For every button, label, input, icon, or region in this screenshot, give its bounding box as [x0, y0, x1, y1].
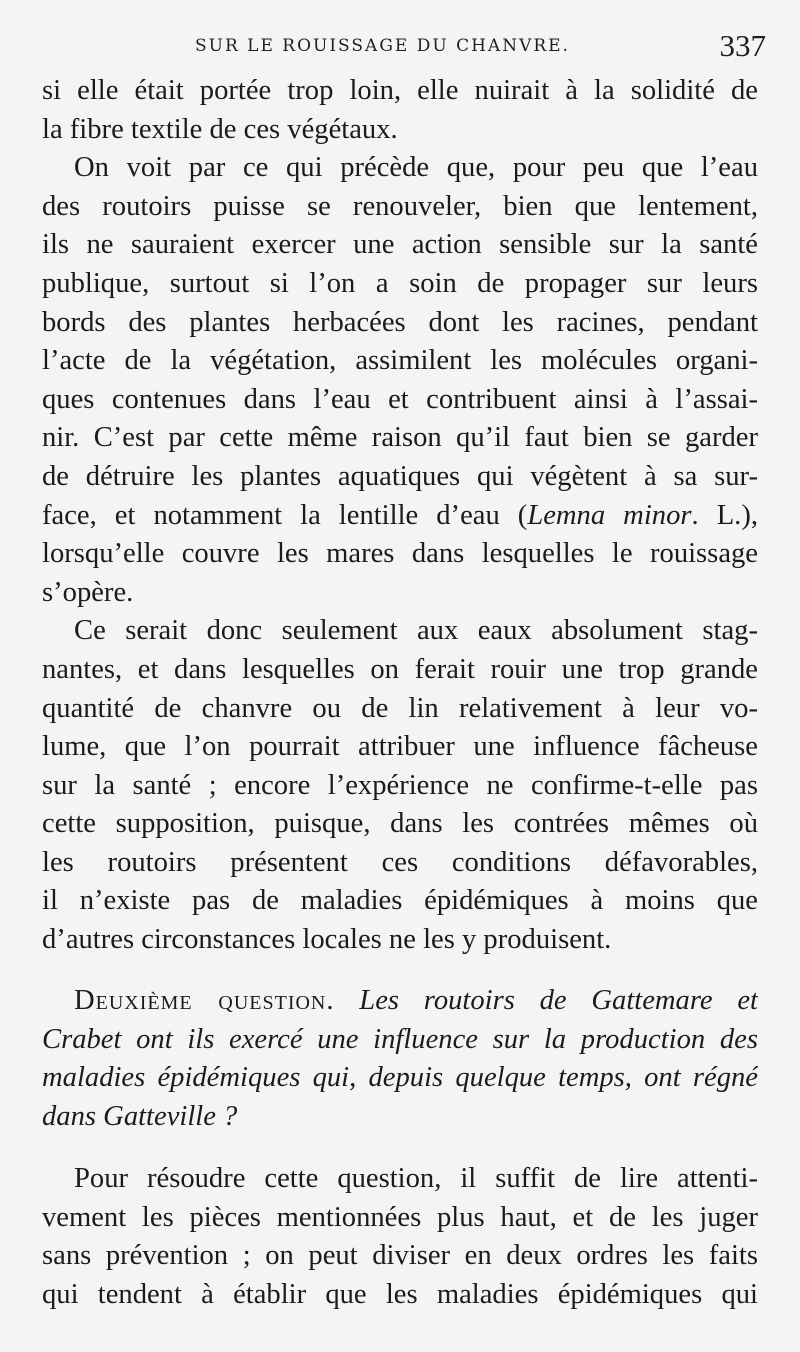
page-number: 337 — [719, 28, 766, 63]
text-line: publique, surtout si l’on a soin de propager sur leurs — [42, 267, 758, 299]
text-line: lume, que l’on pourrait attribuer une influence fâcheuse — [42, 731, 758, 763]
text-line: qui tendent à établir que les maladies épidémiques qui — [42, 1278, 758, 1310]
main-text — [42, 72, 758, 960]
question-text: Les routoirs de Gattemare et — [359, 985, 758, 1016]
lemna-italic: Lemna minor — [527, 499, 692, 531]
text-line: il n’existe pas de maladies épidémiques à moins que — [42, 885, 758, 917]
text-line: Pour résoudre cette question, il suffit de lire attenti- — [74, 1163, 758, 1194]
question-line: dans Gatteville ? — [42, 1100, 238, 1132]
text-line: la fibre textile de ces végétaux. — [42, 113, 398, 145]
running-head: SUR LE ROUISSAGE DU CHANVRE. — [195, 36, 570, 56]
text-line: lorsqu’elle couvre les mares dans lesquelles le rouissage — [42, 538, 758, 570]
text-line-lemna — [42, 497, 758, 536]
text-line: ques contenues dans l’eau et contribuent ainsi à l’assai- — [42, 383, 758, 415]
text-line: quantité de chanvre ou de lin relativement à leur vo- — [42, 692, 758, 724]
text-line: d’autres circonstances locales ne les y produisent. — [42, 924, 612, 956]
text-line: bords des plantes herbacées dont les racines, pendant — [42, 306, 758, 338]
text-line: l’acte de la végétation, assimilent les molécules organi- — [42, 345, 758, 377]
text-line: si elle était portée trop loin, elle nuirait à la solidité de — [42, 75, 758, 106]
question-line: maladies épidémiques qui, depuis quelque temps, ont régné — [42, 1062, 758, 1094]
answer-paragraph — [42, 1160, 758, 1314]
question-line: Crabet ont ils exercé une influence sur la production des — [42, 1023, 758, 1055]
question-line-first — [42, 982, 758, 1021]
text-line: sur la santé ; encore l’expérience ne confirme-t-elle pas — [42, 769, 758, 801]
text-line: Ce serait donc seulement aux eaux absolument stag- — [74, 615, 758, 647]
text-line: les routoirs présentent ces conditions défavorables, — [42, 846, 758, 878]
text-line: nir. C’est par cette même raison qu’il faut bien se garder — [42, 422, 758, 454]
text-line: des routoirs puisse se renouveler, bien que lentement, — [42, 190, 758, 222]
text-line: vement les pièces mentionnées plus haut, et de les juger — [42, 1201, 758, 1233]
text-line: ils ne sauraient exercer une action sensible sur la santé — [42, 229, 758, 261]
text-line: cette supposition, puisque, dans les contrées mêmes où — [42, 808, 758, 840]
text-line: de détruire les plantes aquatiques qui végètent à sa sur- — [42, 460, 758, 492]
text-line: sans prévention ; on peut diviser en deux ordres les faits — [42, 1240, 758, 1272]
text-line: On voit par ce qui précède que, pour peu que l’eau — [74, 152, 758, 184]
question-heading — [42, 982, 758, 1136]
lemna-before: face, et notamment la lentille d’eau ( — [42, 499, 528, 531]
question-label: Deuxième question. — [74, 985, 335, 1016]
text-line: nantes, et dans lesquelles on ferait rouir une trop grande — [42, 653, 758, 685]
page-header — [40, 28, 770, 72]
lemna-after: . L.), — [691, 499, 758, 531]
text-line: s’opère. — [42, 576, 134, 608]
